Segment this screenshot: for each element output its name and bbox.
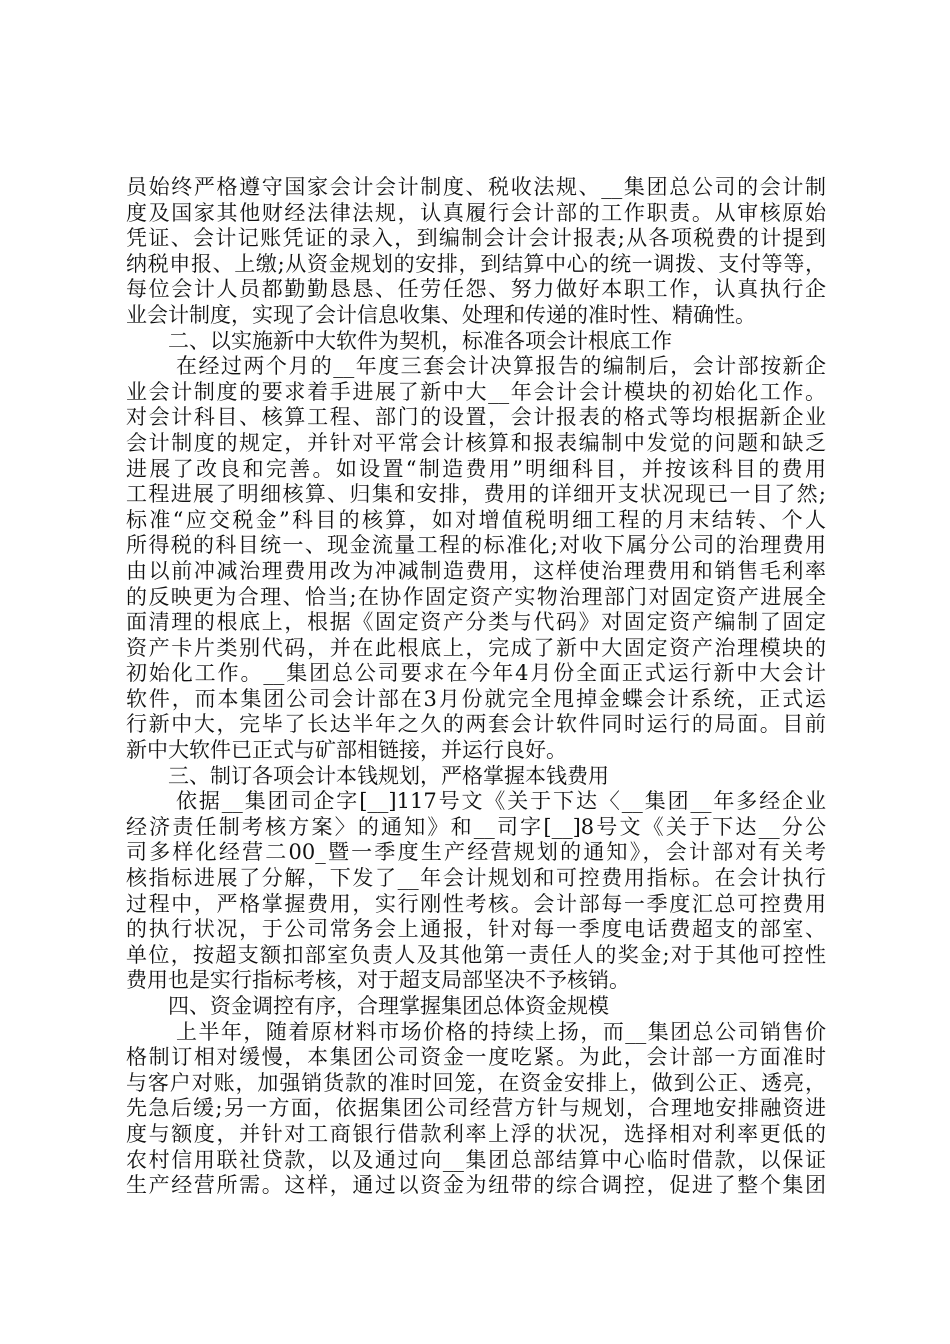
text-line: 的执行状况，于公司常务会上通报，针对每一季度电话费超支的部室、: [126, 917, 826, 942]
text-line: 会计制度的规定，并针对平常会计核算和报表编制中发觉的问题和缺乏: [126, 430, 826, 455]
text-line: 格制订相对缓慢，本集团公司资金一度吃紧。为此，会计部一方面准时: [126, 1045, 826, 1070]
text-line: 进展了改良和完善。如设置“制造费用”明细科目，并按该科目的费用: [126, 456, 826, 481]
body-paragraph: [126, 789, 826, 994]
text-line: 单位，按超支额扣部室负责人及其他第一责任人的奖金;对于其他可控性: [126, 942, 826, 967]
text-line: 司多样化经营二00_暨一季度生产经营规划的通知》，会计部对有关考: [126, 840, 826, 865]
text-line: 费用也是实行指标考核，对于超支局部坚决不予核销。: [126, 968, 630, 993]
text-line: 生产经营所需。这样，通过以资金为纽带的综合调控，促进了整个集团: [126, 1173, 826, 1198]
text-line: 资产卡片类别代码，并在此根底上，完成了新中大固定资产治理模块的: [126, 635, 826, 660]
text-line: 二、以实施新中大软件为契机，标准各项会计根底工作: [168, 328, 672, 353]
text-line: 上半年，随着原材料市场价格的持续上扬，而__集团总公司销售价: [176, 1019, 826, 1044]
text-line: 业会计制度，实现了会计信息收集、处理和传递的准时性、精确性。: [126, 302, 756, 327]
text-line: 软件，而本集团公司会计部在3月份就完全甩掉金蝶会计系统，正式运: [126, 686, 826, 711]
body-paragraph: [126, 1020, 826, 1199]
text-line: 四、资金调控有序，合理掌握集团总体资金规模: [168, 994, 609, 1018]
text-line: 度及国家其他财经法律法规，认真履行会计部的工作职责。从审核原始: [126, 200, 826, 225]
text-line: 过程中，严格掌握费用，实行刚性考核。会计部每一季度汇总可控费用: [126, 891, 826, 916]
text-line: 依据__集团司企字[__]117号文《关于下达〈__集团__年多经企业: [176, 789, 826, 814]
text-line: 三、制订各项会计本钱规划，严格掌握本钱费用: [168, 763, 609, 788]
text-line: 新中大软件已正式与矿部相链接，并运行良好。: [126, 738, 567, 763]
text-line: 先急后缓;另一方面，依据集团公司经营方针与规划，合理地安排融资进: [126, 1096, 826, 1121]
text-line: 度与额度，并针对工商银行借款利率上浮的状况，选择相对利率更低的: [126, 1121, 826, 1146]
text-line: 经济责任制考核方案〉的通知》和__司字[__]8号文《关于下达__分公: [126, 814, 826, 839]
text-line: 农村信用联社贷款，以及通过向__集团总部结算中心临时借款，以保证: [126, 1147, 826, 1172]
text-line: 在经过两个月的__年度三套会计决算报告的编制后，会计部按新企: [176, 354, 826, 379]
body-paragraph: [126, 354, 826, 764]
text-line: 核指标进展了分解，下发了__年会计规划和可控费用指标。在会计执行: [126, 866, 826, 891]
text-line: 员始终严格遵守国家会计会计制度、税收法规、__集团总公司的会计制: [126, 175, 826, 199]
text-line: 初始化工作。__集团总公司要求在今年4月份全面正式运行新中大会计: [126, 661, 826, 686]
text-line: 所得税的科目统一、现金流量工程的标准化;对收下属分公司的治理费用: [126, 533, 826, 558]
text-line: 纳税申报、上缴;从资金规划的安排，到结算中心的统一调拨、支付等等，: [126, 251, 826, 276]
text-line: 由以前冲减治理费用改为冲减制造费用，这样使治理费用和销售毛利率: [126, 558, 826, 583]
text-line: 每位会计人员都勤勤恳恳、任劳任怨、努力做好本职工作，认真执行企: [126, 277, 826, 302]
text-line: 对会计科目、核算工程、部门的设置，会计报表的格式等均根据新企业: [126, 405, 826, 430]
document-page: [126, 175, 826, 1199]
text-line: 工程进展了明细核算、归集和安排，费用的详细开支状况现已一目了然;: [126, 482, 826, 507]
text-line: 与客户对账，加强销货款的准时回笼，在资金安排上，做到公正、透亮，: [126, 1070, 826, 1095]
body-paragraph: [126, 175, 826, 329]
text-line: 的反映更为合理、恰当;在协作固定资产实物治理部门对固定资产进展全: [126, 584, 826, 609]
section-heading: [126, 994, 826, 1020]
text-line: 凭证、会计记账凭证的录入，到编制会计会计报表;从各项税费的计提到: [126, 226, 826, 251]
text-line: 标准“应交税金”科目的核算，如对增值税明细工程的月末结转、个人: [126, 507, 826, 532]
text-line: 业会计制度的要求着手进展了新中大__年会计会计模块的初始化工作。: [126, 379, 826, 404]
text-line: 面清理的根底上，根据《固定资产分类与代码》对固定资产编制了固定: [126, 610, 826, 635]
section-heading: [126, 764, 826, 790]
text-line: 行新中大，完毕了长达半年之久的两套会计软件同时运行的局面。目前: [126, 712, 826, 737]
section-heading: [126, 329, 826, 355]
